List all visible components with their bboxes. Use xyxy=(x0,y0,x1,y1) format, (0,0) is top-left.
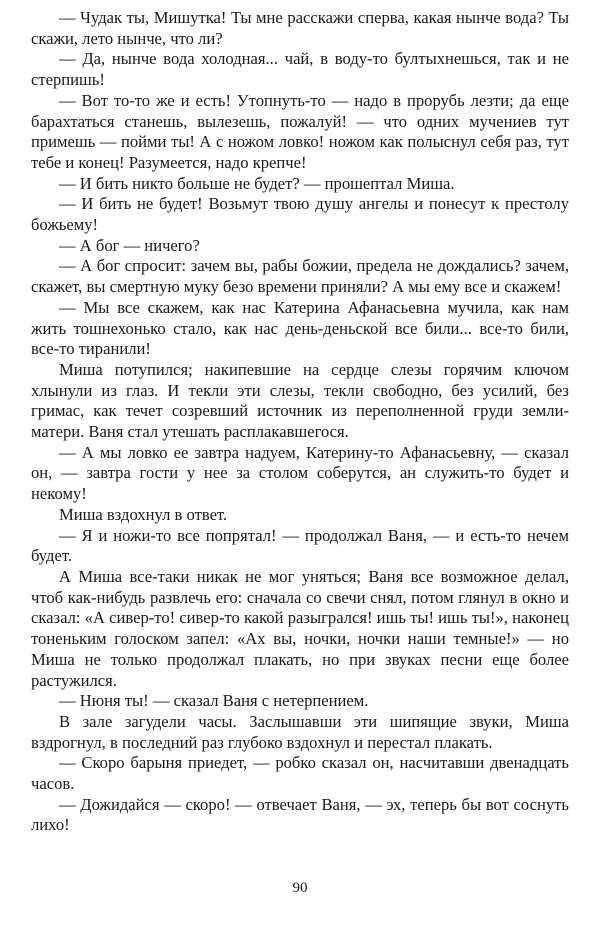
paragraph: — Вот то-то же и есть! Утопнуть-то — надо в прорубь лезти; да еще барахтаться станешь, вылезешь, пожалуй! — что одних мучениев тут примешь — пойми ты! А с ножом ловко! ножом как полыснул себя раз, тут тебе и конец! Разумеется, надо крепче! xyxy=(31,90,569,172)
paragraph: — А мы ловко ее завтра надуем, Катерину-то Афанасьевну, — сказал он, — завтра гости у нее за столом соберутся, ан служить-то будет и некому! xyxy=(31,442,569,504)
paragraph: — А бог спросит: зачем вы, рабы божии, предела не дождались? зачем, скажет, вы смертную муку безо времени приняли? А мы ему все и скажем! xyxy=(31,256,569,297)
paragraph: — Дожидайся — скоро! — отвечает Ваня, — эх, теперь бы вот соснуть лихо! xyxy=(31,794,569,835)
paragraph: А Миша все-таки никак не мог уняться; Ваня все возможное делал, чтоб как-нибудь развлечь его: сначала со свечи снял, потом глянул в окно и сказал: «А сивер-то! сивер-то какой разыгрался! ишь ты! ишь ты!», наконец тоненьким голоском запел: «Ах вы, ночки, ночки наши темные!» — но Миша не только продолжал плакать, но при звуках песни еще более растужился. xyxy=(31,566,569,690)
paragraph: — Мы все скажем, как нас Катерина Афанасьевна мучила, как нам жить тошнехонько стало, как нас день-деньской все били... все-то били, все-то тиранили! xyxy=(31,297,569,359)
paragraph: Миша потупился; накипевшие на сердце слезы горячим ключом хлынули из глаз. И текли эти слезы, текли свободно, без усилий, без гримас, как течет созревший источник из переполненной груди земли-матери. Ваня стал утешать расплакавшегося. xyxy=(31,359,569,442)
paragraph: — Скоро барыня приедет, — робко сказал он, насчитавши двенадцать часов. xyxy=(31,753,569,794)
paragraph: — Нюня ты! — сказал Ваня с нетерпением. xyxy=(59,691,369,711)
page-number: 90 xyxy=(292,880,308,896)
paragraph: В зале загудели часы. Заслышавши эти шипящие звуки, Миша вздрогнул, в последний раз глубоко вздохнул и перестал плакать. xyxy=(31,711,569,752)
paragraph: — И бить не будет! Возьмут твою душу ангелы и понесут к престолу божьему! xyxy=(31,194,569,235)
paragraph: — Чудак ты, Мишутка! Ты мне расскажи сперва, какая нынче вода? Ты скажи, лето нынче, что ли? xyxy=(31,8,569,48)
paragraph: — Я и ножи-то все попрятал! — продолжал Ваня, — и есть-то нечем будет. xyxy=(31,525,569,566)
paragraph: — А бог — ничего? xyxy=(59,235,200,255)
paragraph: — Да, нынче вода холодная... чай, в воду-то бултыхнешься, так и не стерпишь! xyxy=(31,49,569,90)
paragraph: Миша вздохнул в ответ. xyxy=(59,504,228,524)
paragraph: — И бить никто больше не будет? — прошептал Миша. xyxy=(59,173,455,193)
page-text xyxy=(31,8,569,836)
